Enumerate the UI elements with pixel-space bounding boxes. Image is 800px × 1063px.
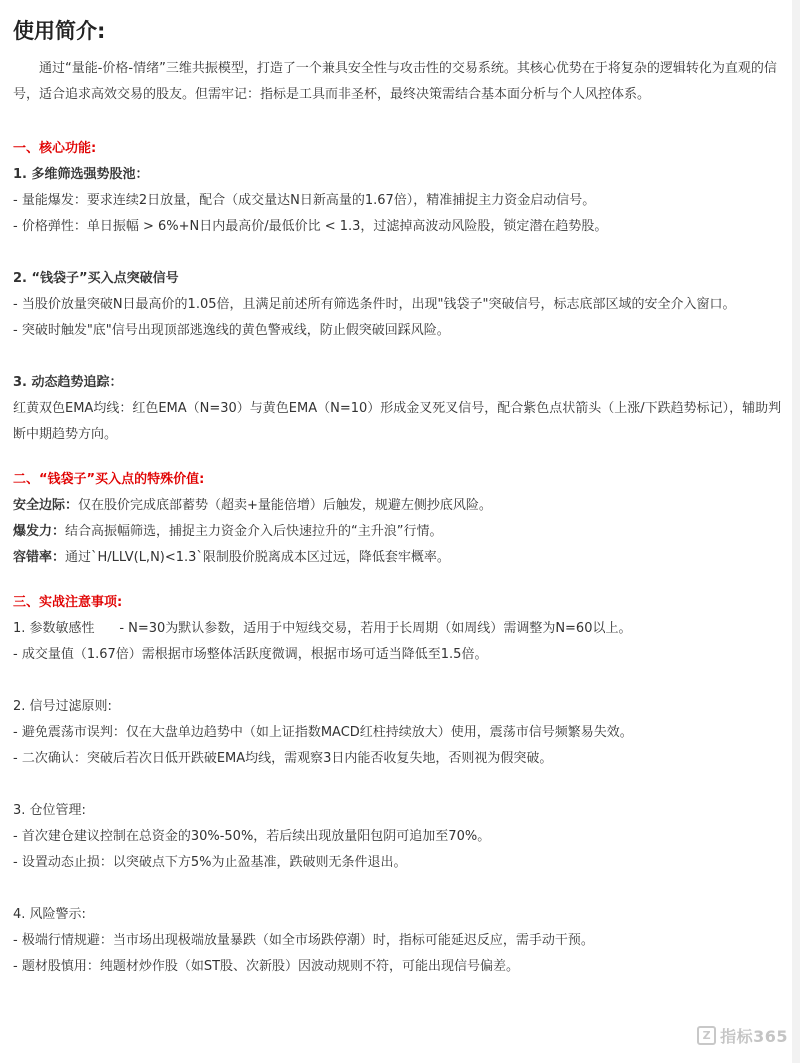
s3-item1-heading: 1. 参数敏感性 - N=30为默认参数，适用于中短线交易，若用于长周期（如周线）需调整为N=60以上。 — [13, 621, 632, 636]
s1-item2-line-1: - 当股价放量突破N日最高价的1.05倍，且满足前述所有筛选条件时，出现"钱袋子"突破信号，标志底部区域的安全介入窗口。 — [13, 297, 736, 312]
intro-paragraph: 通过“量能-价格-情绪”三维共振模型，打造了一个兼具安全性与攻击性的交易系统。其核心优势在于将复杂的逻辑转化为直观的信号，适合追求高效交易的股友。但需牢记：指标是工具而非圣杯，最终决策需结合基本面分析与个人风控体系。 — [13, 61, 777, 102]
section-3-heading: 三、实战注意事项: — [13, 595, 123, 610]
watermark-logo-icon: Z — [697, 1026, 716, 1045]
s3-item4-heading: 4. 风险警示: — [13, 907, 86, 922]
s3-item2-line-1: - 避免震荡市误判：仅在大盘单边趋势中（如上证指数MACD红柱持续放大）使用，震荡市信号频繁易失效。 — [13, 725, 633, 740]
s2-row-1-term: 安全边际： — [13, 498, 79, 513]
s2-row-2-term: 爆发力： — [13, 524, 66, 539]
s2-row-3-term: 容错率： — [13, 550, 66, 565]
article — [13, 18, 788, 980]
s3-item3-heading: 3. 仓位管理: — [13, 803, 86, 818]
watermark — [697, 1024, 788, 1047]
s1-item1-heading: 1. 多维筛选强势股池： — [13, 167, 149, 182]
s1-item2-heading: 2. “钱袋子”买入点突破信号 — [13, 271, 179, 286]
s3-item4-line-1: - 极端行情规避：当市场出现极端放量暴跌（如全市场跌停潮）时，指标可能延迟反应，需手动干预。 — [13, 933, 594, 948]
s1-item3-line-1: 红黄双色EMA均线：红色EMA（N=30）与黄色EMA（N=10）形成金叉死叉信号，配合紫色点状箭头（上涨/下跌趋势标记），辅助判断中期趋势方向。 — [13, 401, 782, 442]
watermark-text: 指标365 — [720, 1027, 788, 1046]
section-1-heading: 一、核心功能: — [13, 141, 97, 156]
s2-row-1 — [13, 493, 788, 519]
s3-item2-heading: 2. 信号过滤原则: — [13, 699, 112, 714]
s2-row-2-text: 结合高振幅筛选，捕捉主力资金介入后快速拉升的“主升浪”行情。 — [65, 524, 443, 539]
s2-row-1-text: 仅在股价完成底部蓄势（超卖+量能倍增）后触发，规避左侧抄底风险。 — [78, 498, 492, 513]
page-title: 使用简介: — [13, 19, 106, 43]
s1-item1-line-1: - 量能爆发：要求连续2日放量，配合（成交量达N日新高量的1.67倍），精准捕捉主力资金启动信号。 — [13, 193, 596, 208]
s1-item2-line-2: - 突破时触发"底"信号出现顶部逃逸线的黄色警戒线，防止假突破回踩风险。 — [13, 323, 450, 338]
s3-item3-line-1: - 首次建仓建议控制在总资金的30%-50%，若后续出现放量阳包阴可追加至70%。 — [13, 829, 491, 844]
s1-item1-line-2: - 价格弹性：单日振幅 > 6%+N日内最高价/最低价比 < 1.3，过滤掉高波动风险股，锁定潜在趋势股。 — [13, 219, 608, 234]
right-edge-strip — [792, 0, 800, 1063]
s3-item2-line-2: - 二次确认：突破后若次日低开跌破EMA均线，需观察3日内能否收复失地，否则视为假突破。 — [13, 751, 553, 766]
section-2-heading: 二、“钱袋子”买入点的特殊价值: — [13, 472, 205, 487]
s3-item3-line-2: - 设置动态止损：以突破点下方5%为止盈基准，跌破则无条件退出。 — [13, 855, 407, 870]
s3-item1-line-1: - 成交量值（1.67倍）需根据市场整体活跃度微调，根据市场可适当降低至1.5倍。 — [13, 647, 488, 662]
s1-item3-heading: 3. 动态趋势追踪： — [13, 375, 123, 390]
s2-row-3-text: 通过`H/LLV(L,N)<1.3`限制股价脱离成本区过远，降低套牢概率。 — [65, 550, 450, 565]
s2-row-3 — [13, 545, 788, 571]
s3-item4-line-2: - 题材股慎用：纯题材炒作股（如ST股、次新股）因波动规则不符，可能出现信号偏差。 — [13, 959, 520, 974]
s2-row-2 — [13, 519, 788, 545]
